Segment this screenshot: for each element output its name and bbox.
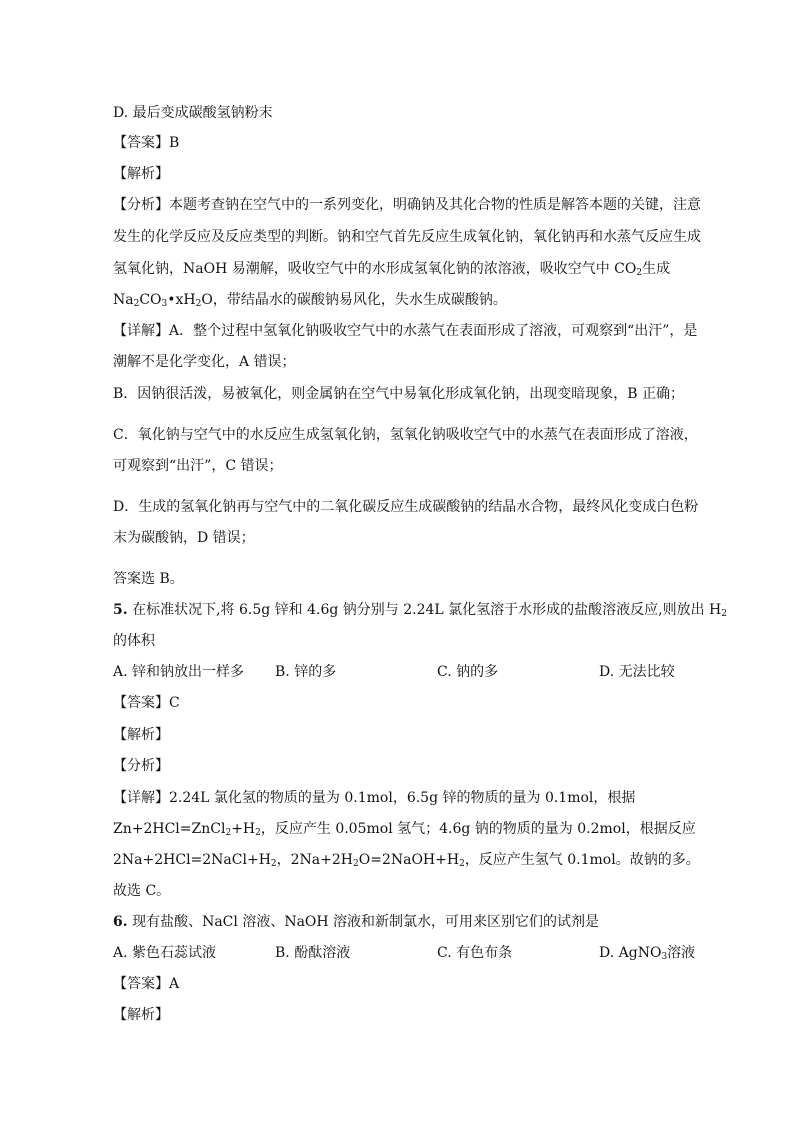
q4-detail-d-line-2: 末为碳酸钠，D 错误； bbox=[113, 530, 255, 546]
q4-fenxi-line-2: 发生的化学反应及反应类型的判断。钠和空气首先反应生成氧化钠，氧化钠再和水蒸气反应生成 bbox=[113, 229, 701, 245]
q4-detail-b: B．因钠很活泼，易被氧化，则金属钠在空气中易氧化形成氧化钠，出现变暗现象，B 正确； bbox=[113, 386, 685, 402]
q4-detail-d-line-1: D．生成的氢氧化钠再与空气中的二氧化碳反应生成碳酸钠的结晶水合物，最终风化变成白色粉 bbox=[113, 499, 699, 515]
q6-option-a: A. 紫色石蕊试液 bbox=[113, 945, 217, 961]
formula-part: CO bbox=[139, 292, 162, 308]
q5-answer: 【答案】C bbox=[113, 695, 180, 711]
subscript: 2 bbox=[255, 828, 261, 838]
subscript: 2 bbox=[459, 859, 465, 869]
q4-detail-c-line-2: 可观察到“出汗”，C 错误； bbox=[113, 458, 283, 474]
q5-option-c: C. 钠的多 bbox=[437, 664, 499, 680]
q6-option-d bbox=[599, 943, 695, 963]
question-number: 6. bbox=[113, 914, 128, 930]
q5-stem-text: 在标准状况下,将 6.5g 锌和 4.6g 钠分别与 2.24L 氯化氢溶于水形成的盐酸溶液反应,则放出 H bbox=[132, 602, 722, 618]
subscript: 2 bbox=[195, 299, 202, 309]
q5-detail-line-2-tail: ，反应产生 0.05mol 氢气；4.6g 钠的物质的量为 0.2mol，根据反应 bbox=[260, 821, 696, 837]
formula-part: Na bbox=[113, 292, 134, 308]
q5-conclusion: 故选 C。 bbox=[113, 883, 171, 899]
q5-stem-line-1 bbox=[113, 600, 727, 620]
subscript: 2 bbox=[225, 828, 232, 838]
q4-detail-a-line-1: 【详解】A．整个过程中氢氧化钠吸收空气中的水蒸气在表面形成了溶液，可观察到“出汗”，是 bbox=[113, 323, 698, 339]
formula-part: 2Na+2HCl=2NaCl+H bbox=[113, 852, 271, 868]
q5-detail-line-3 bbox=[113, 850, 700, 870]
q5-stem-line-2: 的体积 bbox=[113, 633, 155, 649]
subscript: 2 bbox=[721, 609, 727, 619]
q4-option-d: D. 最后变成碳酸氢钠粉末 bbox=[113, 105, 273, 121]
q4-jiexi-heading: 【解析】 bbox=[113, 166, 169, 182]
q4-fenxi-line-4 bbox=[113, 290, 507, 310]
q6-answer: 【答案】A bbox=[113, 976, 180, 992]
q4-fenxi-line-1: 【分析】本题考查钠在空气中的一系列变化，明确钠及其化合物的性质是解答本题的关键，注意 bbox=[113, 197, 701, 213]
formula-part: ，2Na+2H bbox=[276, 852, 353, 868]
subscript: 3 bbox=[661, 952, 668, 962]
q4-detail-c-line-1: C．氧化钠与空气中的水反应生成氢氧化钠，氢氧化钠吸收空气中的水蒸气在表面形成了溶液， bbox=[113, 427, 698, 443]
subscript: 2 bbox=[636, 268, 643, 278]
q6-stem-text: 现有盐酸、NaCl 溶液、NaOH 溶液和新制氯水，可用来区别它们的试剂是 bbox=[132, 914, 600, 930]
formula-part: +H bbox=[231, 821, 256, 837]
q5-option-b: B. 锌的多 bbox=[275, 664, 337, 680]
q5-option-a: A. 锌和钠放出一样多 bbox=[113, 664, 245, 680]
q6-option-b: B. 酚酞溶液 bbox=[275, 945, 351, 961]
q4-answer: 【答案】B bbox=[113, 135, 180, 151]
q6-option-c: C. 有色布条 bbox=[437, 945, 513, 961]
q5-fenxi-heading: 【分析】 bbox=[113, 758, 169, 774]
formula-part: •xH bbox=[167, 292, 196, 308]
formula-part: O=2NaOH+H bbox=[358, 852, 460, 868]
q4-fenxi-line-4-tail: O，带结晶水的碳酸钠易风化，失水生成碳酸钠。 bbox=[201, 292, 507, 308]
q5-option-d: D. 无法比较 bbox=[599, 664, 675, 680]
q4-detail-a-line-2: 潮解不是化学变化，A 错误； bbox=[113, 354, 296, 370]
q5-detail-line-3-tail: ，反应产生氢气 0.1mol。故钠的多。 bbox=[464, 852, 700, 868]
q4-fenxi-line-3-text: 氢氧化钠，NaOH 易潮解，吸收空气中的水形成氢氧化钠的浓溶液，吸收空气中 CO bbox=[113, 261, 637, 277]
subscript: 2 bbox=[133, 299, 140, 309]
question-number: 5. bbox=[113, 602, 128, 618]
q6-stem bbox=[113, 912, 599, 932]
subscript: 2 bbox=[353, 859, 359, 869]
q6-option-d-tail: 溶液 bbox=[667, 945, 696, 961]
q4-fenxi-line-3-tail: 生成 bbox=[642, 261, 671, 277]
q4-fenxi-line-3 bbox=[113, 259, 670, 279]
formula-part: D. AgNO bbox=[599, 945, 662, 961]
q4-conclusion: 答案选 B。 bbox=[113, 571, 184, 587]
q5-jiexi-heading: 【解析】 bbox=[113, 727, 169, 743]
q6-jiexi-heading: 【解析】 bbox=[113, 1007, 169, 1023]
subscript: 2 bbox=[270, 859, 277, 869]
q5-detail-line-1: 【详解】2.24L 氯化氢的物质的量为 0.1mol，6.5g 锌的物质的量为 0.1mol，根据 bbox=[113, 790, 636, 806]
subscript: 3 bbox=[161, 299, 168, 309]
q5-detail-line-2 bbox=[113, 819, 696, 839]
formula-part: Zn+2HCl=ZnCl bbox=[113, 821, 226, 837]
